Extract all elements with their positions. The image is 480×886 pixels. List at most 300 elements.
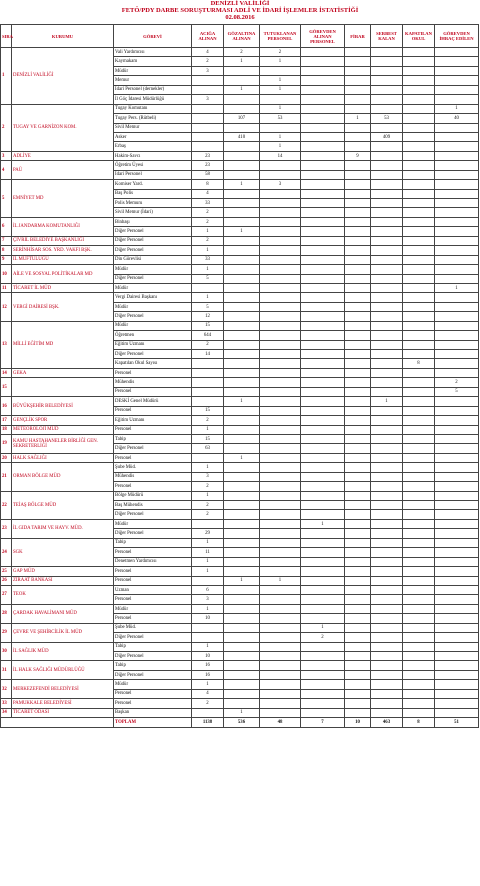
value-cell <box>435 302 479 311</box>
value-cell <box>345 48 371 57</box>
value-cell <box>260 199 301 208</box>
value-cell <box>301 453 345 462</box>
value-cell <box>371 633 403 642</box>
table-row <box>1 576 479 585</box>
institution-name: ÇİVRİL BELEDİYE BAŞKANLIĞI <box>12 236 114 245</box>
value-cell: 410 <box>224 132 260 141</box>
position-cell: Şube Müd. <box>114 623 192 632</box>
value-cell <box>403 217 435 226</box>
column-header: SIRA <box>1 25 12 48</box>
value-cell <box>345 142 371 151</box>
value-cell <box>192 623 224 632</box>
position-cell: Öğretim Üyesi <box>114 161 192 170</box>
position-cell: Bölge Müdürü <box>114 491 192 500</box>
value-cell <box>345 132 371 141</box>
value-cell: 2 <box>192 57 224 66</box>
value-cell <box>301 57 345 66</box>
value-cell <box>224 633 260 642</box>
institution-name: HALK SAĞLIĞI <box>12 453 114 462</box>
position-cell: İdari Personel (dernekler) <box>114 85 192 94</box>
value-cell <box>371 576 403 585</box>
value-cell <box>403 142 435 151</box>
value-cell <box>371 670 403 679</box>
table-row <box>1 425 479 434</box>
value-cell <box>435 538 479 547</box>
value-cell <box>435 652 479 661</box>
value-cell <box>301 76 345 85</box>
value-cell <box>192 142 224 151</box>
value-cell: 53 <box>260 114 301 123</box>
value-cell <box>260 265 301 274</box>
total-value: 536 <box>224 718 260 727</box>
totals-spacer <box>1 718 114 727</box>
position-cell: Binbaşı <box>114 217 192 226</box>
table-row <box>1 236 479 245</box>
value-cell <box>435 142 479 151</box>
value-cell <box>345 255 371 264</box>
value-cell: 15 <box>192 434 224 443</box>
value-cell <box>224 350 260 359</box>
value-cell <box>224 406 260 415</box>
value-cell <box>435 548 479 557</box>
value-cell <box>403 661 435 670</box>
position-cell: Hakim-Savcı <box>114 151 192 160</box>
value-cell <box>301 265 345 274</box>
institution-name: TEOK <box>12 585 114 604</box>
value-cell <box>435 519 479 528</box>
value-cell <box>435 217 479 226</box>
value-cell: 8 <box>403 359 435 368</box>
value-cell <box>192 519 224 528</box>
total-value: 48 <box>260 718 301 727</box>
value-cell <box>435 661 479 670</box>
value-cell <box>371 434 403 443</box>
value-cell <box>301 501 345 510</box>
value-cell <box>224 689 260 698</box>
value-cell <box>301 482 345 491</box>
column-header: SERBEST KALAN <box>371 25 403 48</box>
document-header <box>0 0 480 21</box>
value-cell <box>301 397 345 406</box>
value-cell <box>224 529 260 538</box>
row-number: 2 <box>1 104 12 151</box>
value-cell: 3 <box>192 95 224 104</box>
value-cell <box>224 387 260 396</box>
value-cell <box>260 557 301 566</box>
table-row <box>1 463 479 472</box>
position-cell: Din Görevlisi <box>114 255 192 264</box>
value-cell <box>224 293 260 302</box>
value-cell <box>371 170 403 179</box>
total-value: 8 <box>403 718 435 727</box>
value-cell <box>403 708 435 717</box>
value-cell <box>345 217 371 226</box>
value-cell <box>224 359 260 368</box>
value-cell <box>345 283 371 292</box>
value-cell <box>403 652 435 661</box>
value-cell <box>403 689 435 698</box>
value-cell <box>224 491 260 500</box>
position-cell: Diğer Personel <box>114 350 192 359</box>
value-cell <box>435 567 479 576</box>
value-cell <box>403 538 435 547</box>
row-number: 3 <box>1 151 12 160</box>
position-cell: Diğer Personel <box>114 227 192 236</box>
value-cell <box>301 132 345 141</box>
value-cell: 1 <box>192 680 224 689</box>
column-header: GÖREVİ <box>114 25 192 48</box>
value-cell <box>403 76 435 85</box>
value-cell <box>435 453 479 462</box>
value-cell <box>345 652 371 661</box>
value-cell <box>301 378 345 387</box>
position-cell: Mühendis <box>114 472 192 481</box>
value-cell <box>371 406 403 415</box>
value-cell <box>435 321 479 330</box>
institution-name: PAMUKKALE BELEDİYESİ <box>12 699 114 708</box>
value-cell: 2 <box>192 217 224 226</box>
position-cell: Müdür <box>114 680 192 689</box>
value-cell <box>192 104 224 113</box>
value-cell: 1 <box>260 85 301 94</box>
value-cell <box>435 227 479 236</box>
value-cell <box>260 397 301 406</box>
table-row <box>1 642 479 651</box>
value-cell <box>371 595 403 604</box>
value-cell <box>192 708 224 717</box>
value-cell <box>192 123 224 132</box>
position-cell: Diğer Personel <box>114 652 192 661</box>
value-cell: 12 <box>192 312 224 321</box>
value-cell <box>403 510 435 519</box>
position-cell: Müdür <box>114 604 192 613</box>
value-cell <box>224 463 260 472</box>
value-cell <box>435 95 479 104</box>
position-cell: Tugay Pers. (Rütbeli) <box>114 114 192 123</box>
row-number: 6 <box>1 217 12 236</box>
value-cell <box>301 66 345 75</box>
value-cell: 1 <box>260 576 301 585</box>
value-cell <box>403 340 435 349</box>
value-cell <box>345 406 371 415</box>
row-number: 30 <box>1 642 12 661</box>
value-cell <box>224 623 260 632</box>
value-cell <box>403 680 435 689</box>
value-cell <box>345 274 371 283</box>
value-cell <box>224 368 260 377</box>
value-cell <box>403 95 435 104</box>
value-cell <box>260 538 301 547</box>
value-cell <box>260 123 301 132</box>
value-cell <box>260 368 301 377</box>
value-cell <box>301 472 345 481</box>
value-cell <box>345 359 371 368</box>
institution-name <box>12 378 114 397</box>
value-cell <box>403 491 435 500</box>
value-cell <box>371 689 403 698</box>
value-cell <box>371 491 403 500</box>
value-cell <box>301 302 345 311</box>
value-cell <box>224 642 260 651</box>
value-cell: 58 <box>192 170 224 179</box>
table-row <box>1 151 479 160</box>
value-cell <box>224 104 260 113</box>
value-cell <box>301 387 345 396</box>
institution-name: İL GIDA TARIM VE HAYV. MÜD. <box>12 519 114 538</box>
value-cell: 1 <box>224 57 260 66</box>
value-cell <box>345 227 371 236</box>
row-number: 1 <box>1 48 12 105</box>
value-cell <box>345 180 371 189</box>
header-subtitle: FETÖ/PDY DARBE SORUŞTURMASI ADLİ VE İDARİ İŞLEMLER İSTATİSTİĞİ <box>121 7 359 14</box>
value-cell: 2 <box>192 340 224 349</box>
value-cell <box>345 85 371 94</box>
totals-row <box>1 718 479 727</box>
value-cell <box>435 595 479 604</box>
value-cell <box>345 557 371 566</box>
institution-name: İL JANDARMA KOMUTANLIĞI <box>12 217 114 236</box>
value-cell: 23 <box>192 151 224 160</box>
value-cell <box>371 585 403 594</box>
value-cell <box>345 104 371 113</box>
value-cell <box>403 425 435 434</box>
value-cell <box>260 283 301 292</box>
table-row <box>1 453 479 462</box>
value-cell <box>435 161 479 170</box>
value-cell <box>260 642 301 651</box>
value-cell <box>260 567 301 576</box>
value-cell <box>435 180 479 189</box>
row-number: 26 <box>1 576 12 585</box>
position-cell: Diğer Personel <box>114 236 192 245</box>
value-cell <box>224 652 260 661</box>
value-cell: 1 <box>192 604 224 613</box>
value-cell <box>371 217 403 226</box>
table-row <box>1 623 479 632</box>
value-cell <box>435 340 479 349</box>
value-cell <box>224 585 260 594</box>
value-cell: 3 <box>192 66 224 75</box>
table-row <box>1 538 479 547</box>
value-cell: 11 <box>192 548 224 557</box>
value-cell <box>435 491 479 500</box>
value-cell <box>224 208 260 217</box>
position-cell: Şube Müd. <box>114 463 192 472</box>
row-number: 32 <box>1 680 12 699</box>
value-cell <box>345 387 371 396</box>
column-header: KURUMU <box>12 25 114 48</box>
value-cell: 1 <box>192 293 224 302</box>
value-cell <box>371 661 403 670</box>
value-cell <box>435 689 479 698</box>
value-cell <box>345 529 371 538</box>
table-row <box>1 708 479 717</box>
value-cell <box>224 670 260 679</box>
value-cell: 1 <box>224 576 260 585</box>
value-cell <box>435 444 479 453</box>
total-value: 10 <box>345 718 371 727</box>
value-cell <box>301 312 345 321</box>
value-cell: 33 <box>192 199 224 208</box>
table-body <box>1 48 479 728</box>
value-cell <box>345 661 371 670</box>
value-cell: 1 <box>192 557 224 566</box>
value-cell: 644 <box>192 331 224 340</box>
value-cell <box>345 199 371 208</box>
row-number: 18 <box>1 425 12 434</box>
position-cell: Diğer Personel <box>114 633 192 642</box>
value-cell: 2 <box>192 208 224 217</box>
position-cell: Müdür <box>114 519 192 528</box>
value-cell <box>435 633 479 642</box>
value-cell <box>345 614 371 623</box>
value-cell <box>260 425 301 434</box>
value-cell <box>435 708 479 717</box>
value-cell <box>192 453 224 462</box>
value-cell <box>345 444 371 453</box>
position-cell: Müdür <box>114 283 192 292</box>
institution-name: TEİAŞ BÖLGE MÜD <box>12 491 114 519</box>
value-cell: 53 <box>371 114 403 123</box>
value-cell <box>301 642 345 651</box>
value-cell <box>435 576 479 585</box>
value-cell <box>371 482 403 491</box>
position-cell: Uzman <box>114 585 192 594</box>
value-cell <box>192 633 224 642</box>
value-cell <box>301 557 345 566</box>
value-cell: 1 <box>435 104 479 113</box>
value-cell <box>301 321 345 330</box>
value-cell <box>301 680 345 689</box>
value-cell: 23 <box>192 161 224 170</box>
table-row <box>1 368 479 377</box>
value-cell: 1 <box>192 567 224 576</box>
value-cell <box>435 151 479 160</box>
value-cell: 1 <box>301 623 345 632</box>
position-cell: Personel <box>114 689 192 698</box>
institution-name: VERGİ DAİRESİ BŞK. <box>12 293 114 321</box>
value-cell: 1 <box>192 227 224 236</box>
value-cell: 5 <box>435 387 479 396</box>
value-cell <box>224 680 260 689</box>
value-cell <box>435 472 479 481</box>
value-cell <box>371 66 403 75</box>
position-cell: Tabip <box>114 661 192 670</box>
value-cell <box>371 708 403 717</box>
value-cell <box>301 576 345 585</box>
position-cell: Diğer Personel <box>114 510 192 519</box>
position-cell: Personel <box>114 406 192 415</box>
value-cell <box>301 510 345 519</box>
value-cell <box>371 538 403 547</box>
institution-name: ADLİYE <box>12 151 114 160</box>
value-cell <box>371 680 403 689</box>
value-cell <box>345 321 371 330</box>
institution-name: GENÇLİK SPOR <box>12 416 114 425</box>
value-cell <box>345 312 371 321</box>
value-cell <box>435 57 479 66</box>
value-cell: 3 <box>260 180 301 189</box>
value-cell <box>435 510 479 519</box>
value-cell <box>301 85 345 94</box>
value-cell <box>435 170 479 179</box>
value-cell <box>224 95 260 104</box>
institution-name: ORMAN BÖLGE MÜD <box>12 463 114 491</box>
position-cell: Müdür <box>114 302 192 311</box>
column-header: GÖREVDEN ALINAN PERSONEL <box>301 25 345 48</box>
value-cell <box>301 331 345 340</box>
value-cell: 1 <box>260 57 301 66</box>
row-number: 19 <box>1 434 12 453</box>
value-cell <box>403 208 435 217</box>
value-cell <box>435 208 479 217</box>
value-cell <box>260 350 301 359</box>
value-cell <box>260 661 301 670</box>
value-cell <box>345 208 371 217</box>
value-cell <box>371 557 403 566</box>
position-cell: Tabip <box>114 642 192 651</box>
value-cell <box>260 585 301 594</box>
value-cell <box>260 501 301 510</box>
value-cell <box>345 378 371 387</box>
value-cell <box>301 670 345 679</box>
value-cell <box>345 463 371 472</box>
value-cell <box>403 670 435 679</box>
value-cell <box>260 670 301 679</box>
value-cell <box>192 114 224 123</box>
value-cell <box>345 293 371 302</box>
value-cell <box>403 614 435 623</box>
value-cell <box>371 501 403 510</box>
value-cell <box>301 463 345 472</box>
value-cell <box>301 170 345 179</box>
value-cell <box>301 548 345 557</box>
institution-name: BÜYÜKŞEHİR BELEDİYESİ <box>12 397 114 416</box>
value-cell: 1 <box>192 425 224 434</box>
value-cell: 6 <box>192 585 224 594</box>
value-cell <box>260 406 301 415</box>
value-cell <box>403 368 435 377</box>
position-cell: Tugay Komutanı <box>114 104 192 113</box>
value-cell <box>260 444 301 453</box>
value-cell <box>371 359 403 368</box>
value-cell <box>371 104 403 113</box>
position-cell: Personel <box>114 425 192 434</box>
column-header: FİRAR <box>345 25 371 48</box>
position-cell: Diğer Personel <box>114 670 192 679</box>
value-cell: 2 <box>192 482 224 491</box>
value-cell <box>301 246 345 255</box>
table-row <box>1 378 479 387</box>
position-cell: Vergi Dairesi Başkanı <box>114 293 192 302</box>
value-cell <box>371 463 403 472</box>
value-cell <box>435 425 479 434</box>
institution-name: SGK <box>12 538 114 566</box>
header-title: DENİZLİ VALİLİĞİ <box>210 0 270 7</box>
institution-name: TİCARET İL MÜD <box>12 283 114 292</box>
value-cell <box>435 265 479 274</box>
value-cell: 2 <box>192 416 224 425</box>
value-cell <box>345 453 371 462</box>
value-cell <box>371 180 403 189</box>
value-cell: 4 <box>192 689 224 698</box>
value-cell <box>403 114 435 123</box>
value-cell <box>435 85 479 94</box>
value-cell <box>371 510 403 519</box>
institution-name: İL SAĞLIK MÜD <box>12 642 114 661</box>
value-cell <box>301 208 345 217</box>
value-cell <box>371 453 403 462</box>
